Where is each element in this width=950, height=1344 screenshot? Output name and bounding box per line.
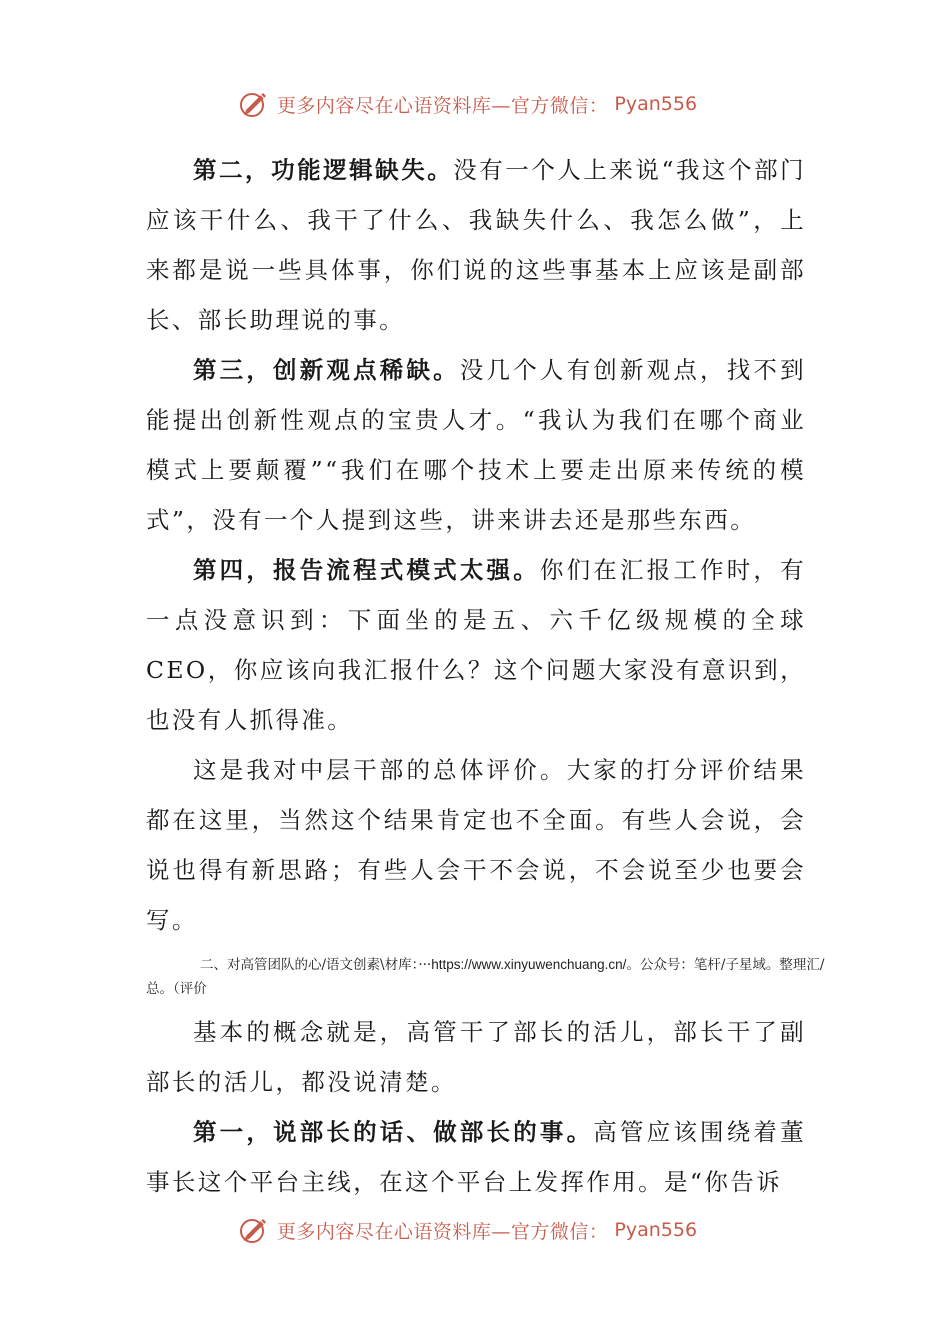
paragraph-lead: 第三，创新观点稀缺。: [193, 356, 460, 384]
paragraph-second-point: [146, 145, 806, 345]
paragraph-third-point: [146, 345, 806, 545]
document-body: [146, 145, 825, 1207]
paragraph-summary: [146, 745, 806, 945]
header-watermark: [0, 82, 950, 126]
footer-watermark: [0, 1208, 950, 1252]
paragraph-basic-concept: [146, 1007, 806, 1107]
pen-logo-icon: [237, 1213, 271, 1247]
watermark-account: Pyan556: [614, 93, 698, 115]
note-suffix: 。公众号：笔杆/子星域。整理汇/总。（评价: [146, 957, 825, 997]
paragraph-text: 你们在汇报工作时，有一点没意识到：下面坐的是五、六千亿级规模的全球CEO，你应该向我汇报什么？这个问题大家没有意识到，也没有人抓得准。: [146, 556, 806, 734]
paragraph-text: 没几个人有创新观点，找不到能提出创新性观点的宝贵人才。“我认为我们在哪个商业模式上要颠覆”“我们在哪个技术上要走出原来传统的模式”，没有一个人提到这些，讲来讲去还是那些东西。: [146, 356, 807, 534]
paragraph-lead: 第二，功能逻辑缺失。: [193, 156, 454, 184]
watermark-group: [237, 1213, 697, 1247]
paragraph-lead: 第一，说部长的话、做部长的事。: [193, 1118, 594, 1146]
paragraph-fourth-point: [146, 545, 806, 745]
paragraph-first-point: [146, 1107, 806, 1207]
paragraph-lead: 第四，报告流程式模式太强。: [193, 556, 540, 584]
section-heading-note: [146, 953, 836, 1001]
watermark-group: [237, 87, 697, 121]
note-prefix: 二、对高管团队的心/语文创素\材库：···: [200, 957, 432, 973]
paragraph-text: 基本的概念就是，高管干了部长的活儿，部长干了副部长的活儿，都没说清楚。: [146, 1018, 806, 1096]
paragraph-text: 这是我对中层干部的总体评价。大家的打分评价结果都在这里，当然这个结果肯定也不全面。有些人会说，会说也得有新思路；有些人会干不会说，不会说至少也要会写。: [146, 756, 806, 934]
watermark-text: 更多内容尽在心语资料库—官方微信：: [276, 94, 609, 117]
paragraph-text: 高管应该围绕着董事长这个平台主线，在这个平台上发挥作用。是“你告诉: [146, 1118, 807, 1196]
paragraph-text: 没有一个人上来说“我这个部门应该干什么、我干了什么、我缺失什么、我怎么做”，上来都是说一些具体事，你们说的这些事基本上应该是副部长、部长助理说的事。: [146, 156, 806, 334]
watermark-account: Pyan556: [614, 1219, 698, 1241]
note-url: https://www.xinyuwenchuang.cn/: [431, 957, 627, 972]
watermark-text: 更多内容尽在心语资料库—官方微信：: [276, 1220, 609, 1243]
pen-logo-icon: [237, 87, 271, 121]
